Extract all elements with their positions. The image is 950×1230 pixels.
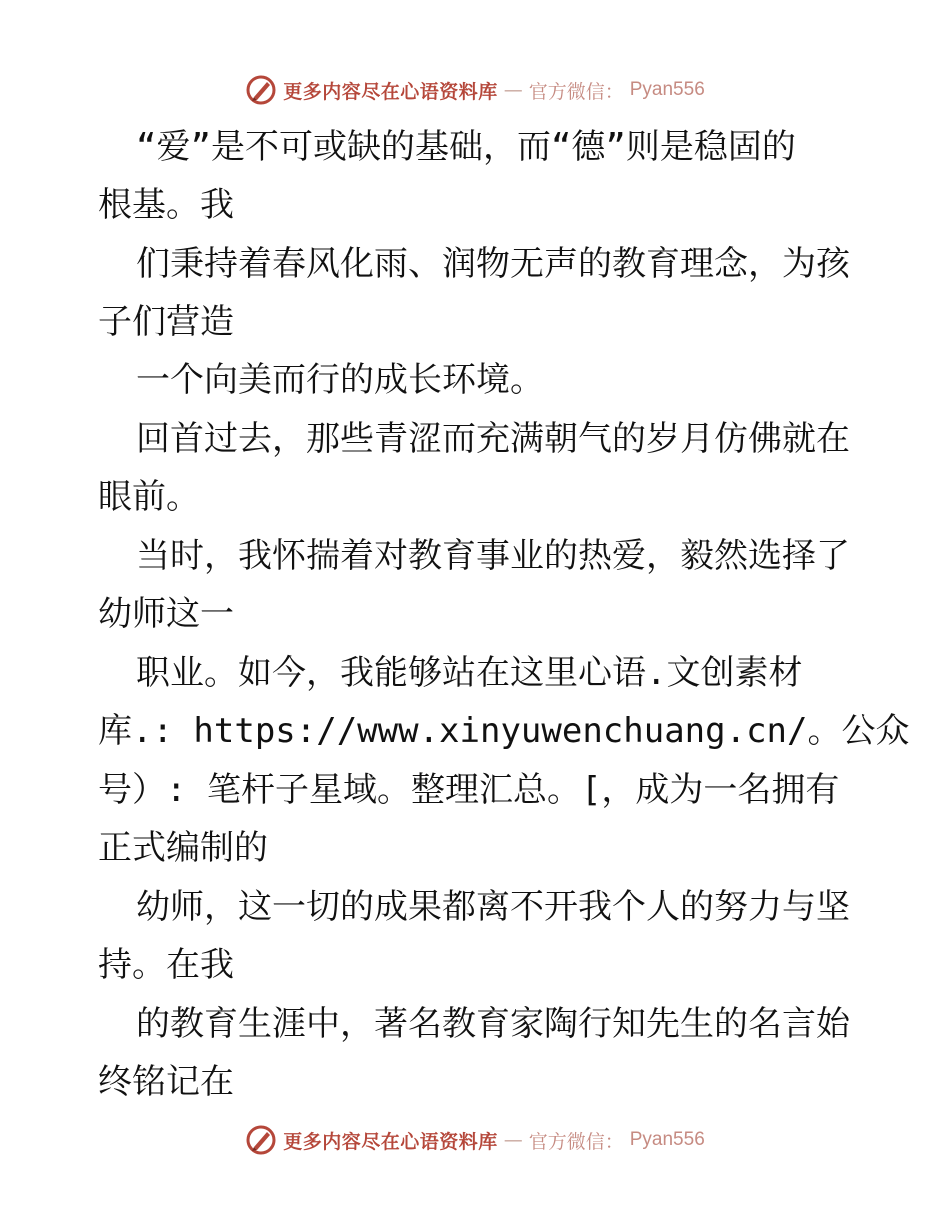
body-line: 库.: https://www.xinyuwenchuang.cn/。公众: [98, 711, 910, 751]
body-line: 正式编制的: [98, 828, 268, 868]
banner-separator: —: [503, 1129, 523, 1151]
body-line: 的教育生涯中，著名教育家陶行知先生的名言始: [136, 1004, 850, 1044]
body-line: 职业。如今，我能够站在这里心语.文创素材: [136, 653, 803, 693]
body-line: 号）: 笔杆子星域。整理汇总。[，成为一名拥有: [98, 770, 840, 810]
body-line: 根基。我: [98, 185, 234, 225]
body-line: 眼前。: [98, 477, 200, 517]
footer-banner: [0, 1120, 950, 1160]
banner-brand-text: 更多内容尽在心语资料库: [283, 1130, 498, 1153]
body-line: “爱”是不可或缺的基础，而“德”则是稳固的: [136, 127, 796, 167]
body-line: 终铭记在: [98, 1062, 234, 1102]
body-line: 回首过去，那些青涩而充满朝气的岁月仿佛就在: [136, 419, 850, 459]
body-line: 一个向美而行的成长环境。: [136, 360, 544, 400]
banner-separator: —: [503, 79, 523, 101]
body-line: 当时，我怀揣着对教育事业的热爱，毅然选择了: [136, 536, 850, 576]
banner-wechat-label: 官方微信：: [528, 80, 624, 103]
body-line: 幼师，这一切的成果都离不开我个人的努力与坚: [136, 887, 850, 927]
banner-wechat-label: 官方微信：: [528, 1130, 624, 1153]
banner-brand-text: 更多内容尽在心语资料库: [283, 80, 498, 103]
body-line: 持。在我: [98, 945, 234, 985]
banner-wechat-id: Pyan556: [629, 79, 705, 100]
body-line: 子们营造: [98, 302, 234, 342]
body-line: 幼师这一: [98, 594, 234, 634]
banner-wechat-id: Pyan556: [629, 1129, 705, 1150]
pen-logo-icon: [245, 1124, 277, 1156]
body-line: 们秉持着春风化雨、润物无声的教育理念，为孩: [136, 244, 850, 284]
